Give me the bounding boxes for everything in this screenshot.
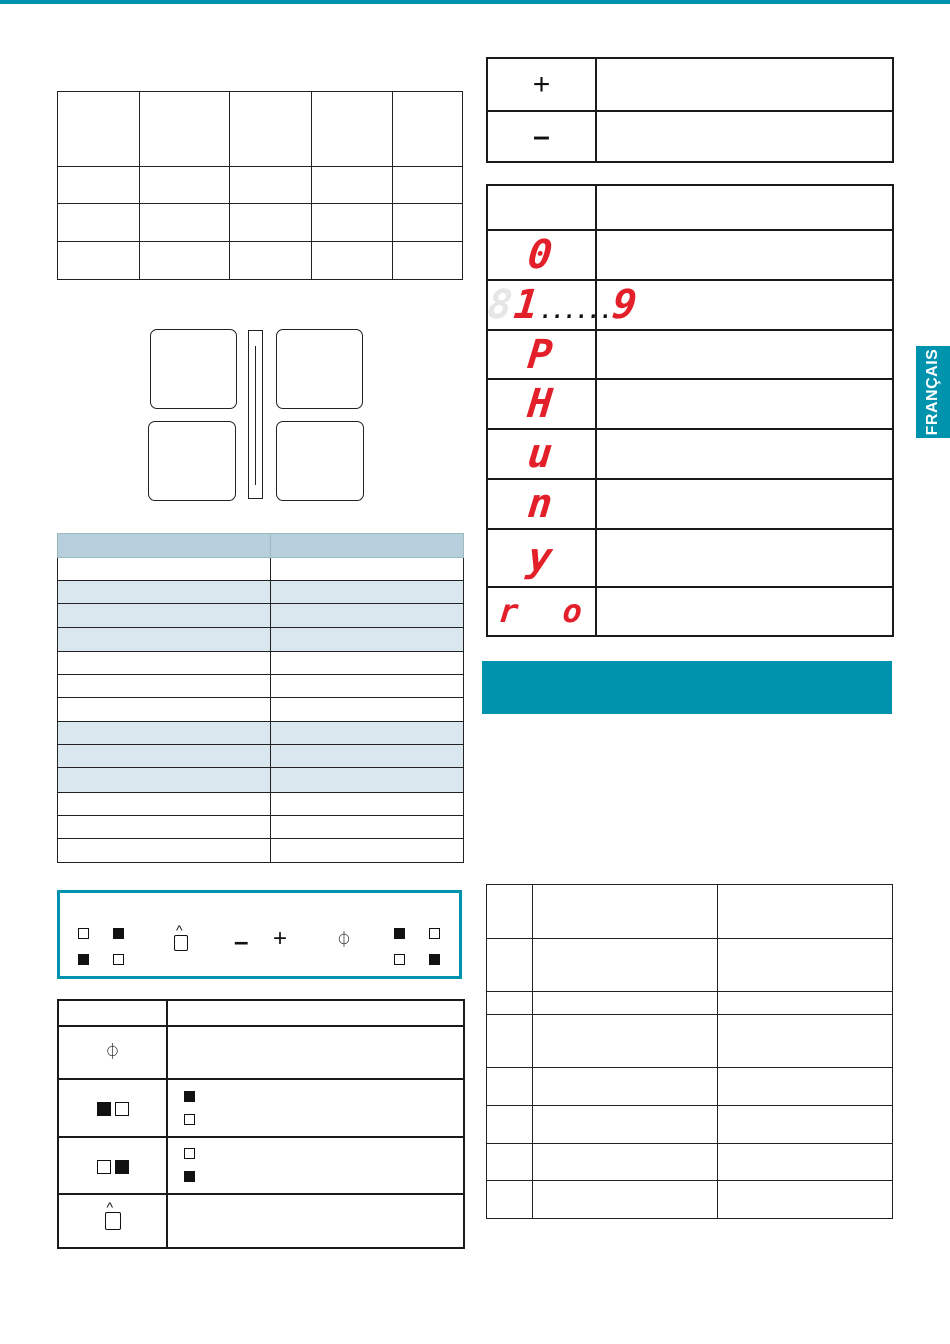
cooking-zone-top-right xyxy=(276,329,363,409)
table-cell xyxy=(58,92,140,167)
table-cell xyxy=(271,815,464,838)
table-cell xyxy=(393,167,463,204)
table-cell xyxy=(718,1106,893,1144)
plus-icon[interactable]: + xyxy=(273,925,288,952)
table-cell xyxy=(167,1079,464,1137)
table-cell xyxy=(393,92,463,167)
table-cell xyxy=(596,429,893,479)
table-cell xyxy=(596,280,893,330)
table-cell xyxy=(58,745,271,768)
table-cell xyxy=(718,1068,893,1106)
table-cell xyxy=(58,604,271,627)
table-cell xyxy=(487,1068,533,1106)
cooking-zone-bottom-right xyxy=(276,421,364,501)
table-cell xyxy=(271,697,464,721)
table-cell xyxy=(58,697,271,721)
table-cell xyxy=(718,1015,893,1068)
table-cell xyxy=(718,992,893,1015)
table-header-cell xyxy=(167,1000,464,1026)
table-cell xyxy=(140,242,230,280)
table-cell xyxy=(167,1137,464,1194)
power-icon[interactable]: ⏀ xyxy=(336,932,353,949)
table-cell xyxy=(596,58,893,111)
table-header-cell xyxy=(58,1000,167,1026)
table-cell xyxy=(271,745,464,768)
table-cell xyxy=(271,627,464,651)
table-cell xyxy=(58,627,271,651)
table-cell xyxy=(58,768,271,792)
plus-minus-table xyxy=(486,57,894,163)
display-code-cell: y xyxy=(487,529,596,587)
table-cell xyxy=(58,792,271,815)
table-cell xyxy=(596,330,893,379)
table-cell xyxy=(271,604,464,627)
specs-table xyxy=(57,91,463,280)
table-cell xyxy=(230,242,312,280)
table-cell xyxy=(533,992,718,1015)
table-cell xyxy=(167,1194,464,1248)
display-code-cell: r o xyxy=(487,587,596,636)
table-cell xyxy=(393,242,463,280)
table-cell xyxy=(312,242,393,280)
zone-select-left-icon[interactable] xyxy=(78,921,124,969)
table-cell xyxy=(140,167,230,204)
table-cell xyxy=(487,992,533,1015)
table-cell xyxy=(533,1181,718,1219)
table-cell xyxy=(58,815,271,838)
table-cell xyxy=(140,204,230,242)
language-tab-label: FRANÇAIS xyxy=(924,348,941,436)
table-cell xyxy=(230,92,312,167)
table-header-cell xyxy=(596,185,893,230)
table-cell xyxy=(533,1144,718,1181)
table-cell xyxy=(230,204,312,242)
table-cell xyxy=(271,674,464,697)
table-cell xyxy=(271,722,464,745)
table-cell xyxy=(312,204,393,242)
power-levels-table xyxy=(486,884,893,1219)
table-cell xyxy=(596,529,893,587)
display-codes-table xyxy=(486,184,894,637)
table-cell xyxy=(58,558,271,581)
display-code-cell: P xyxy=(487,330,596,379)
table-header-cell xyxy=(718,885,893,939)
table-header-cell xyxy=(487,885,533,939)
table-cell xyxy=(271,651,464,674)
table-cell xyxy=(718,939,893,992)
table-cell xyxy=(487,939,533,992)
zone-select-right-icon xyxy=(58,1137,167,1194)
table-cell xyxy=(533,1106,718,1144)
table-cell xyxy=(271,792,464,815)
table-cell xyxy=(312,92,393,167)
control-strip xyxy=(248,330,263,499)
table-cell xyxy=(533,1015,718,1068)
table-cell xyxy=(596,230,893,280)
table-cell xyxy=(487,1015,533,1068)
language-tab[interactable] xyxy=(916,346,950,438)
table-cell xyxy=(312,167,393,204)
table-cell xyxy=(140,92,230,167)
table-cell xyxy=(58,838,271,862)
minus-icon: – xyxy=(487,111,596,162)
table-cell xyxy=(533,1068,718,1106)
power-icon: ⏀ xyxy=(58,1026,167,1079)
top-accent-bar xyxy=(0,0,950,4)
table-cell xyxy=(596,111,893,162)
table-cell xyxy=(58,242,140,280)
zone-select-right-icon[interactable] xyxy=(394,921,440,969)
table-cell xyxy=(487,1181,533,1219)
table-cell xyxy=(393,204,463,242)
display-code-cell: 0 xyxy=(487,230,596,280)
table-header-cell xyxy=(533,885,718,939)
controls-key-table xyxy=(57,999,465,1249)
section-header-band xyxy=(482,661,892,714)
table-header-cell xyxy=(58,534,271,558)
table-cell xyxy=(58,674,271,697)
display-code-cell: 81......9 xyxy=(485,282,641,328)
minus-icon[interactable]: – xyxy=(234,926,249,956)
table-cell xyxy=(58,722,271,745)
table-cell xyxy=(533,939,718,992)
table-cell xyxy=(271,768,464,792)
display-code-cell: u xyxy=(487,429,596,479)
cooking-zone-bottom-left xyxy=(148,421,236,501)
table-cell xyxy=(271,838,464,862)
table-cell xyxy=(58,204,140,242)
lock-icon xyxy=(58,1194,167,1248)
table-cell xyxy=(230,167,312,204)
table-cell xyxy=(58,581,271,604)
table-cell xyxy=(596,379,893,429)
display-code-cell: n xyxy=(487,479,596,529)
table-cell xyxy=(596,479,893,529)
control-panel xyxy=(57,890,462,979)
cooking-zone-top-left xyxy=(150,329,237,409)
table-cell xyxy=(487,1144,533,1181)
striped-table xyxy=(57,533,464,863)
table-header-cell xyxy=(487,185,596,230)
lock-icon[interactable] xyxy=(174,933,188,955)
table-cell xyxy=(58,651,271,674)
table-cell xyxy=(596,587,893,636)
table-cell xyxy=(271,558,464,581)
table-cell xyxy=(718,1144,893,1181)
plus-icon: + xyxy=(487,58,596,111)
table-cell xyxy=(58,167,140,204)
table-cell xyxy=(487,1106,533,1144)
table-cell xyxy=(718,1181,893,1219)
table-header-cell xyxy=(271,534,464,558)
zone-select-left-icon xyxy=(58,1079,167,1137)
table-cell xyxy=(271,581,464,604)
table-cell xyxy=(167,1026,464,1079)
display-code-cell: H xyxy=(487,379,596,429)
